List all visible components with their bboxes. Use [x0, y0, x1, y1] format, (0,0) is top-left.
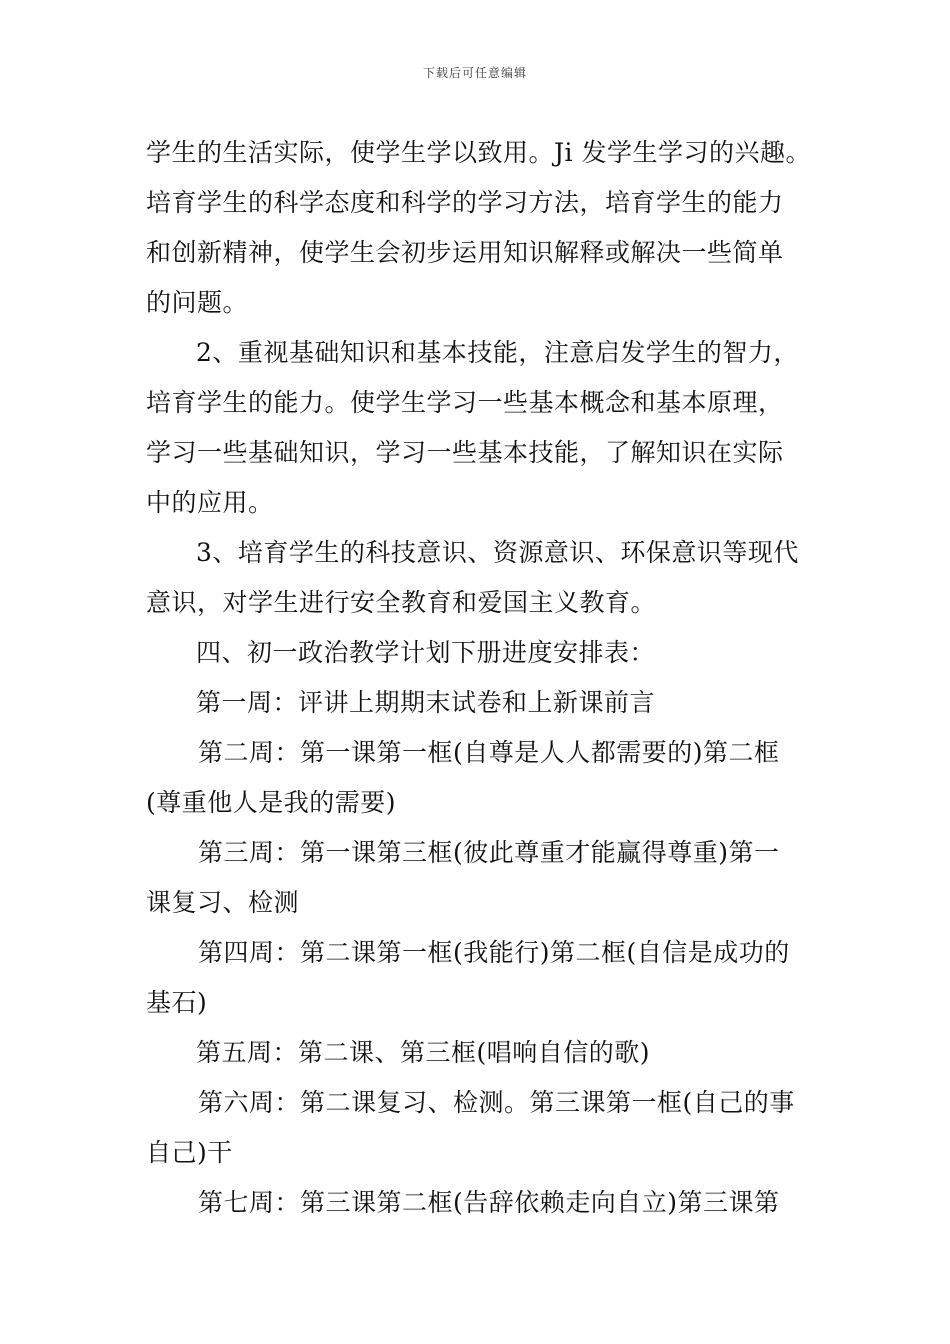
schedule-item	[146, 1128, 826, 1178]
text-line: 和创新精神，使学生会初步运用知识解释或解决一些简单	[146, 238, 784, 267]
text-line: 中的应用。	[146, 488, 274, 517]
page-header: 下载后可任意编辑	[422, 66, 527, 80]
schedule-item	[146, 928, 826, 978]
paragraph	[146, 328, 826, 378]
schedule-item	[146, 828, 826, 878]
paragraph	[146, 578, 826, 628]
text-line: 第三周：第一课第三框(彼此尊重才能赢得尊重)第一	[198, 838, 780, 867]
text-line: 培育学生的能力。使学生学习一些基本概念和基本原理，	[146, 388, 784, 417]
section-heading	[146, 628, 826, 678]
text-line: 四、初一政治教学计划下册进度安排表：	[196, 638, 656, 667]
text-line: 第四周：第二课第一框(我能行)第二框(自信是成功的	[198, 938, 790, 967]
text-line: 培育学生的科学态度和科学的学习方法，培育学生的能力	[146, 188, 784, 217]
text-line: (尊重他人是我的需要)	[146, 788, 397, 817]
text-line: 第一周：评讲上期期末试卷和上新课前言	[196, 688, 656, 717]
schedule-item	[146, 1178, 826, 1228]
schedule-item	[146, 678, 826, 728]
schedule-item	[146, 728, 826, 778]
schedule-item	[146, 1028, 826, 1078]
paragraph	[146, 378, 826, 528]
text-line: 第七周：第三课第二框(告辞依赖走向自立)第三课第	[198, 1188, 780, 1217]
paragraph	[146, 128, 826, 328]
schedule-item	[146, 978, 826, 1028]
text-line: 第二周：第一课第一框(自尊是人人都需要的)第二框	[198, 738, 780, 767]
text-line: 第五周：第二课、第三框(唱响自信的歌)	[196, 1038, 651, 1067]
text-line: 自己)干	[146, 1138, 233, 1167]
text-line: 的问题。	[146, 288, 249, 317]
text-line: 3、培育学生的科技意识、资源意识、环保意识等现代	[196, 538, 799, 567]
schedule-item	[146, 1078, 826, 1128]
text-line: 课复习、检测	[146, 888, 300, 917]
schedule-item	[146, 878, 826, 928]
text-line: 第六周：第二课复习、检测。第三课第一框(自己的事	[198, 1088, 795, 1117]
text-line: 学习一些基础知识，学习一些基本技能，了解知识在实际	[146, 438, 784, 467]
text-line: 基石)	[146, 988, 208, 1017]
schedule-item	[146, 778, 826, 828]
document-body	[146, 128, 826, 1228]
paragraph	[146, 528, 826, 578]
text-line: 意识，对学生进行安全教育和爱国主义教育。	[146, 588, 657, 617]
text-line: 学生的生活实际，使学生学以致用。Ji 发学生学习的兴趣。	[146, 138, 811, 167]
text-line: 2、重视基础知识和基本技能，注意启发学生的智力，	[196, 338, 799, 367]
